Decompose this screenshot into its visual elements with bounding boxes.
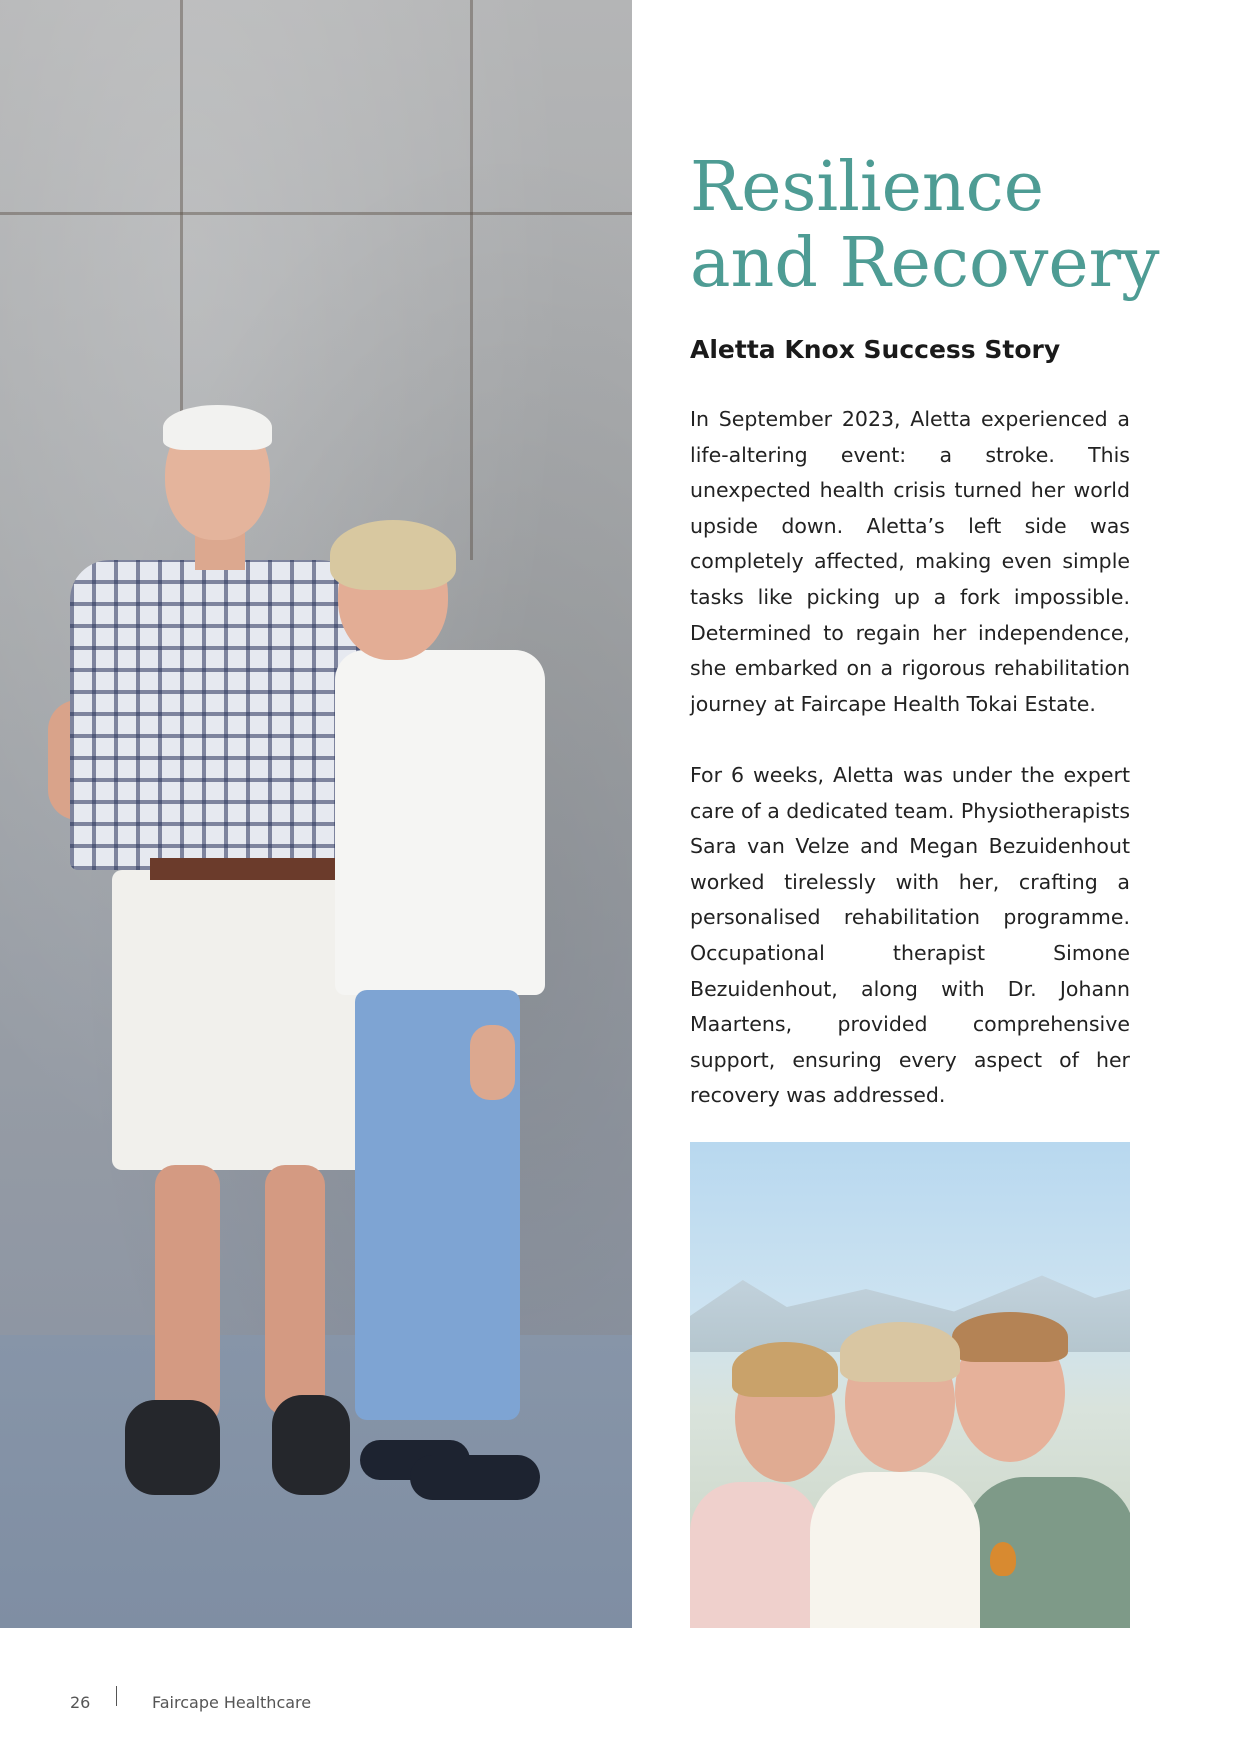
article-title bbox=[690, 150, 1190, 302]
man-hair bbox=[163, 405, 272, 450]
man-shorts bbox=[112, 870, 367, 1170]
article-subtitle: Aletta Knox Success Story bbox=[690, 335, 1061, 364]
team-photo bbox=[690, 1142, 1130, 1628]
woman-shoe bbox=[410, 1455, 540, 1500]
patient-white-shirt bbox=[810, 1472, 980, 1628]
scrubs-logo-icon bbox=[990, 1542, 1016, 1576]
woman-hair bbox=[330, 520, 456, 590]
article-title-line-1: Resilience bbox=[690, 148, 1044, 227]
therapist-left-hair bbox=[732, 1342, 838, 1397]
publication-name: Faircape Healthcare bbox=[152, 1692, 312, 1712]
woman-white-shirt bbox=[335, 650, 545, 995]
body-paragraph: For 6 weeks, Aletta was under the expert care of a dedicated team. Physiotherapists Sara van Velze and Megan Bezuidenhout worked tirelessly with her, crafting a personalised rehabilitation programme. Occupational therapist Simone Bezuidenhout, along with Dr. Johann Maartens, provided comprehensive support, ensuring every aspect of her recovery was addressed. bbox=[690, 763, 1130, 1108]
man-sandal bbox=[272, 1395, 350, 1495]
page-footer bbox=[70, 1690, 311, 1714]
article-title-line-2: and Recovery bbox=[690, 224, 1160, 303]
man-leg bbox=[155, 1165, 220, 1425]
therapist-left-top bbox=[690, 1482, 820, 1628]
wall-joint bbox=[0, 212, 632, 215]
footer-divider bbox=[116, 1686, 117, 1706]
body-paragraph: In September 2023, Aletta experienced a life-altering event: a stroke. This unexpected health crisis turned her world upside down. Aletta’s left side was completely affected, making even simple tasks like picking up a fork impossible. Determined to regain her independence, she embarked on a rigorous rehabilitation journey at Faircape Health Tokai Estate. bbox=[690, 407, 1130, 716]
woman-hand bbox=[470, 1025, 515, 1100]
therapist-right-hair bbox=[952, 1312, 1068, 1362]
patient-hair bbox=[840, 1322, 960, 1382]
man-belt bbox=[150, 858, 340, 880]
wall-joint bbox=[180, 0, 183, 440]
wall-joint bbox=[470, 0, 473, 560]
man-plaid-shirt bbox=[70, 560, 360, 870]
man-leg bbox=[265, 1165, 325, 1415]
page-number: 26 bbox=[70, 1692, 91, 1712]
man-sandal bbox=[125, 1400, 220, 1495]
hero-photo-couple bbox=[0, 0, 632, 1628]
